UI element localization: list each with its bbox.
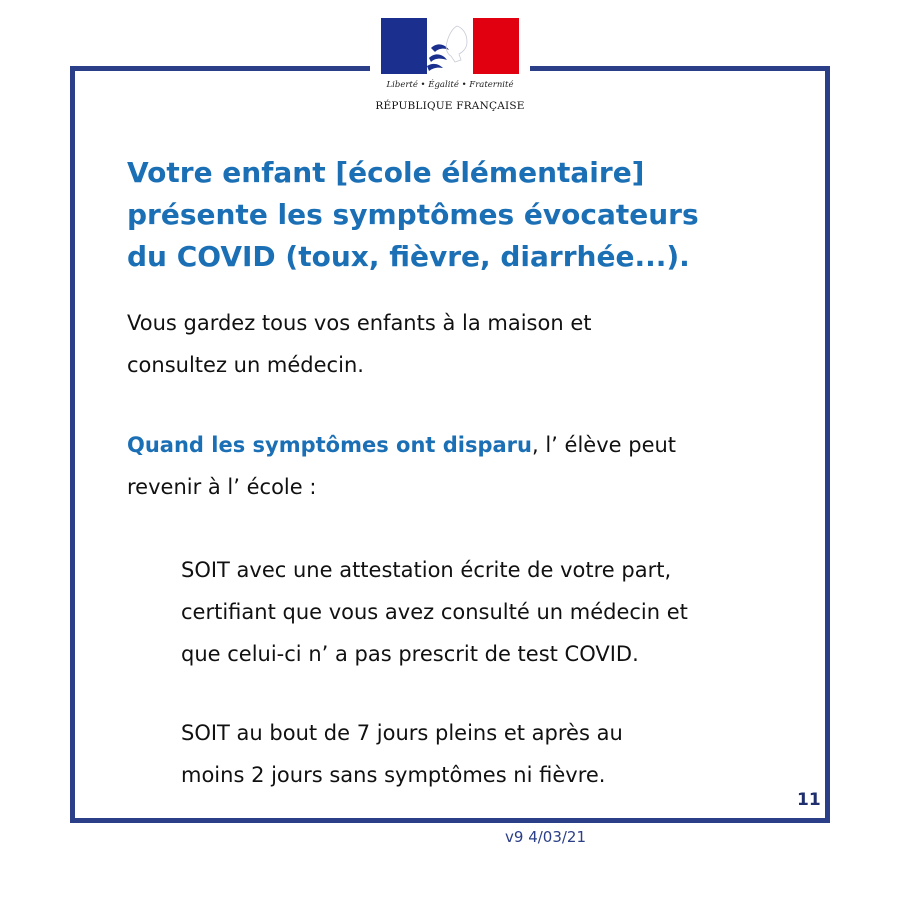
logo-motto: Liberté • Égalité • Fraternité xyxy=(386,80,514,90)
title-line: Votre enfant [école élémentaire] xyxy=(127,156,645,189)
version-date: v9 4/03/21 xyxy=(505,828,587,846)
return-line-1 xyxy=(127,424,807,466)
option-1-line: SOIT avec une attestation écrite de votre part, xyxy=(181,558,672,582)
page-number: 11 xyxy=(797,790,821,810)
option-1 xyxy=(181,549,801,675)
title-line: présente les symptômes évocateurs xyxy=(127,198,699,231)
option-2 xyxy=(181,712,801,796)
intro-line: consultez un médecin. xyxy=(127,353,364,377)
return-highlight: Quand les symptômes ont disparu xyxy=(127,433,532,457)
option-2-line: moins 2 jours sans symptômes ni fièvre. xyxy=(181,763,606,787)
marianne-flag-logo xyxy=(381,18,519,74)
return-line-1-rest: , l’ élève peut xyxy=(532,433,677,457)
intro-line: Vous gardez tous vos enfants à la maison et xyxy=(127,311,592,335)
option-1-line: que celui-ci n’ a pas prescrit de test COVID. xyxy=(181,642,639,666)
intro-paragraph xyxy=(127,302,807,386)
option-2-line: SOIT au bout de 7 jours pleins et après au xyxy=(181,721,623,745)
return-line-2: revenir à l’ école : xyxy=(127,475,317,499)
title-line: du COVID (toux, fièvre, diarrhée...). xyxy=(127,240,690,273)
logo-republique-francaise: RÉPUBLIQUE FRANÇAISE xyxy=(375,100,525,112)
option-1-line: certifiant que vous avez consulté un médecin et xyxy=(181,600,688,624)
return-paragraph xyxy=(127,424,807,508)
marianne-profile-icon xyxy=(427,18,473,74)
page-title xyxy=(127,152,807,278)
